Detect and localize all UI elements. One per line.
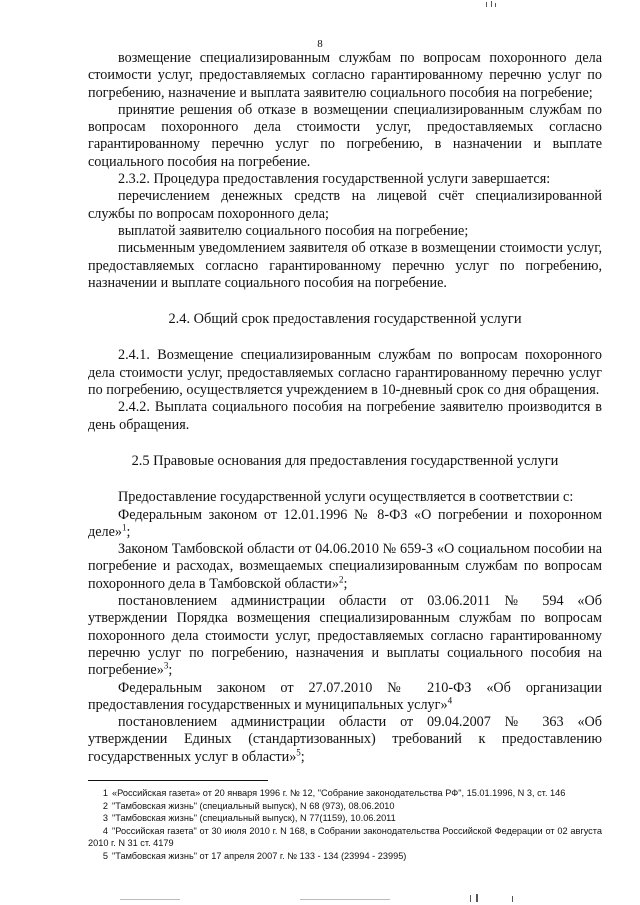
footnote-text: "Тамбовская жизнь" (специальный выпуск), N 77(1159), 10.06.2011 — [112, 813, 396, 824]
legal-basis-item — [88, 541, 602, 593]
separator: ; — [126, 523, 131, 540]
footnote — [88, 850, 602, 863]
footnote-divider — [88, 780, 268, 781]
paragraph: 2.4.2. Выплата социального пособия на погребение заявителю производится в день обращения. — [88, 399, 602, 433]
footnote — [88, 825, 602, 850]
footnote — [88, 787, 602, 800]
footnote — [88, 800, 602, 813]
legal-basis-item — [88, 507, 602, 542]
footnote-text: "Российская газета" от 30 июля 2010 г. N 168, в Собрании законодательства Российской Федерации от 02 августа 2010 г. N 31 ст. 4179 — [88, 825, 602, 849]
legal-basis-text: Федеральным законом от 27.07.2010 № 210-ФЗ «Об организации предоставления государственных и муниципальных услуг» — [88, 679, 602, 713]
legal-basis-text: постановлением администрации области от 03.06.2011 № 594 «Об утверждении Порядка возмещения специализированным службам по вопросам похоронного дела стоимости услуг, предоставляемых согласно гарантированному перечню услуг по погребению, назначения и выплаты социального пособия на погребение» — [88, 593, 602, 679]
footnote-ref: 3 — [163, 660, 169, 671]
legal-basis-text: постановлением администрации области от 09.04.2007 № 363 «Об утверждении Единых (стандартизованных) требований к предоставлению государственных услуг в области» — [88, 714, 602, 765]
paragraph: Предоставление государственной услуги осуществляется в соответствии с: — [118, 489, 574, 506]
footnote-text: "Тамбовская жизнь" (специальный выпуск), N 68 (973), 08.06.2010 — [112, 800, 395, 811]
footnote-ref: 1 — [122, 522, 127, 533]
footnote-number: 1 — [102, 788, 108, 798]
legal-basis-text: Федеральным законом от 12.01.1996 № 8-ФЗ «О погребении и похоронном деле» — [88, 506, 602, 540]
legal-basis-item — [88, 680, 602, 715]
footnote-number: 2 — [102, 800, 108, 811]
legal-basis-item — [88, 593, 602, 679]
page-number: 8 — [317, 38, 323, 50]
section-heading-2-5: 2.5 Правовые основания для предоставления государственной услуги — [131, 452, 559, 469]
section-heading-2-4: 2.4. Общий срок предоставления государственной услуги — [168, 311, 522, 328]
footnote-text: "Тамбовская жизнь" от 17 апреля 2007 г. № 133 - 134 (23994 - 23995) — [112, 850, 407, 861]
footnote-number: 5 — [102, 850, 108, 861]
footnotes — [88, 787, 602, 863]
paragraph: перечислением денежных средств на лицевой счёт специализированной службы по вопросам похоронного дела; — [88, 188, 602, 222]
footnote-text: «Российская газета» от 20 января 1996 г. № 12, "Собрание законодательства РФ", 15.01.1996, N 3, ст. 146 — [112, 788, 566, 798]
paragraph: выплатой заявителю социального пособия на погребение; — [118, 222, 469, 239]
legal-basis-item — [88, 714, 602, 766]
legal-basis-text: Законом Тамбовской области от 04.06.2010 № 659-З «О социальном пособии на погребение и расходах, возмещаемых специализированным службам по вопросам похоронного дела в Тамбовской области» — [88, 541, 602, 592]
paragraph: принятие решения об отказе в возмещении специализированным службам по вопросам похоронного дела стоимости услуг, предоставляемых согласно гарантированному перечню услуг по погребению, в назначении и выплате социального пособия на погребение. — [88, 101, 602, 170]
separator: ; — [300, 748, 305, 765]
paragraph: 2.3.2. Процедура предоставления государственной услуги завершается: — [118, 171, 551, 188]
footnote-ref: 5 — [296, 746, 301, 757]
footnote — [88, 812, 602, 825]
footnote-ref: 4 — [447, 695, 453, 706]
document-body — [88, 50, 602, 766]
separator: ; — [343, 575, 348, 592]
scan-artifact-top — [0, 0, 640, 10]
footnote-number: 4 — [102, 825, 108, 836]
separator: ; — [168, 662, 173, 679]
paragraph: 2.4.1. Возмещение специализированным службам по вопросам похоронного дела стоимости услуг, предоставляемых согласно гарантированному перечню услуг по погребению, осуществляется учреждением в 10-дневный срок со дня обращения. — [88, 347, 602, 399]
paragraph: письменным уведомлением заявителя об отказе в возмещении стоимости услуг, предоставляемых согласно гарантированному перечню услуг по погребению, назначении и выплате социального пособия на погребение. — [88, 240, 602, 291]
footnote-number: 3 — [102, 813, 108, 824]
paragraph: возмещение специализированным службам по вопросам похоронного дела стоимости услуг, предоставляемых согласно гарантированному перечню услуг по погребению, назначение и выплата заявителю социального пособия на погребение; — [88, 50, 602, 101]
footnote-ref: 2 — [338, 573, 344, 584]
scan-artifact-bottom — [0, 893, 640, 903]
